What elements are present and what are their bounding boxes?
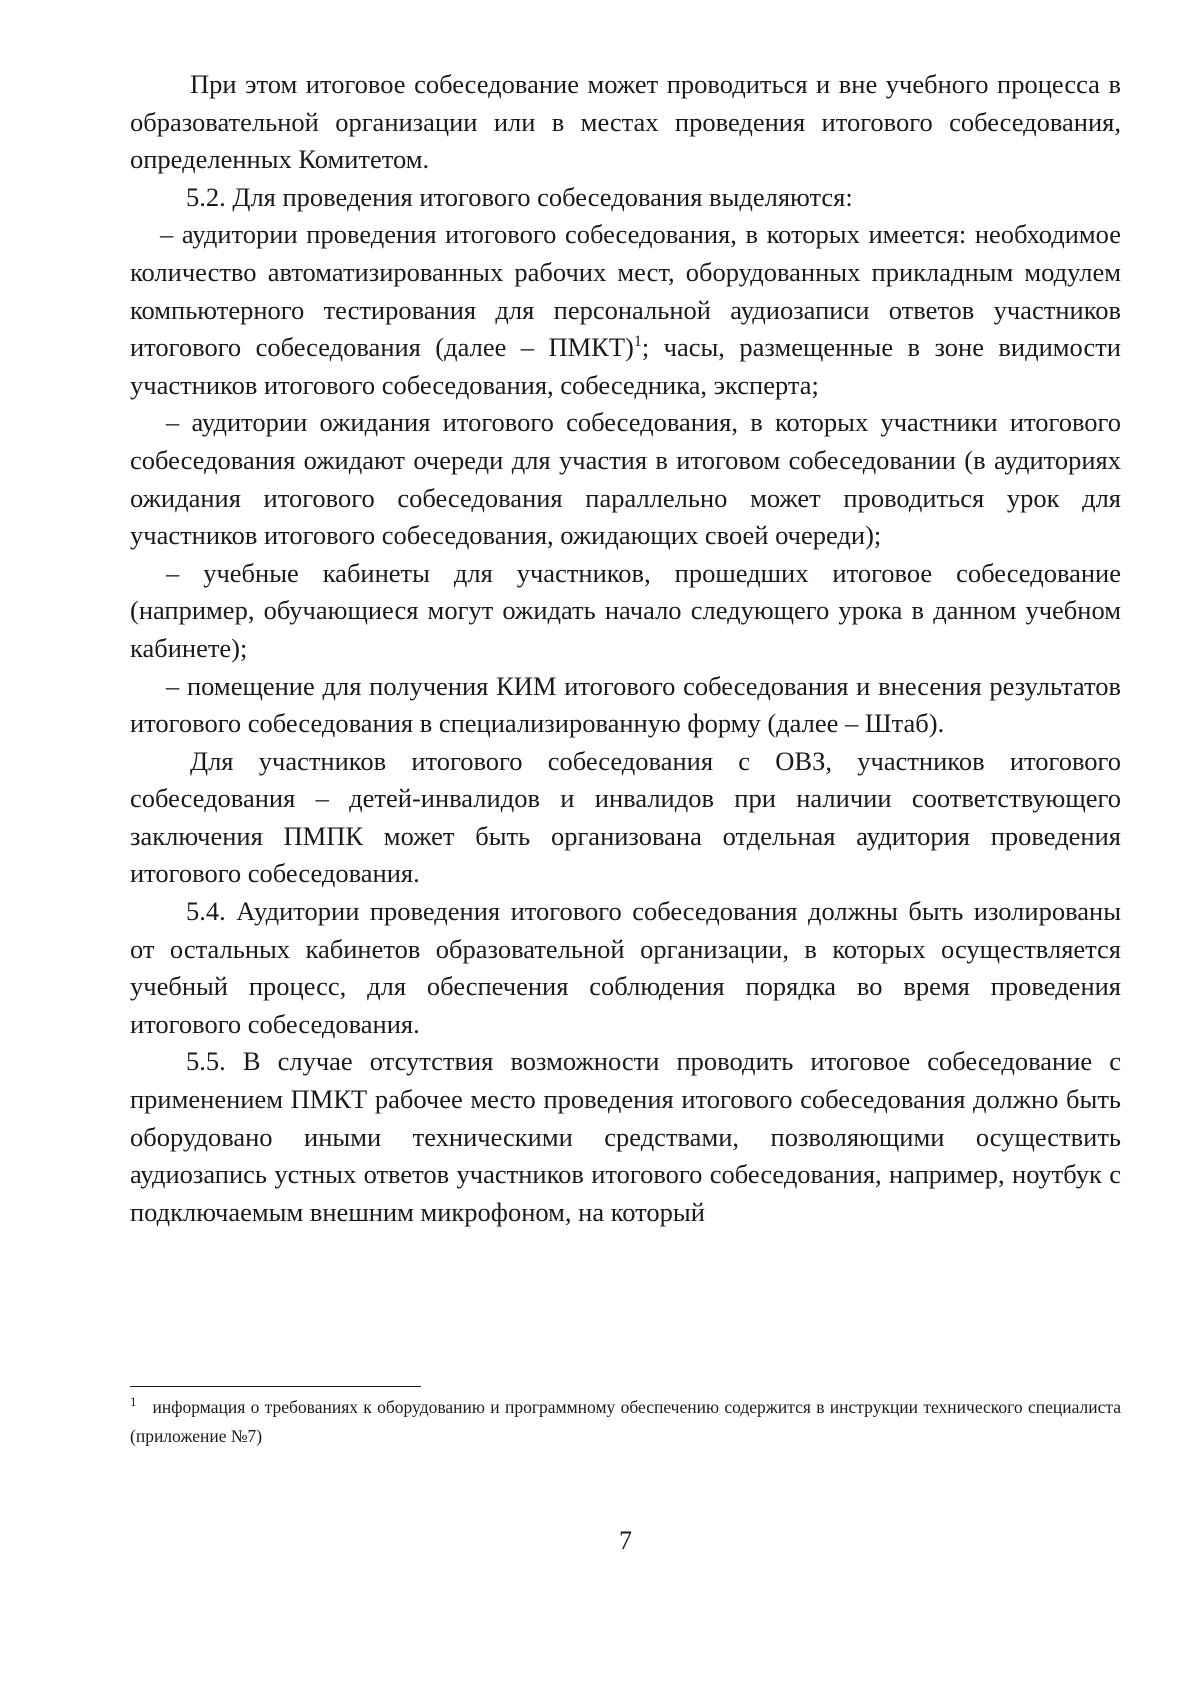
list-item-headquarters: – помещение для получения КИМ итогового собеседования и внесения результатов итогового собеседования в специализированную форму (далее – Штаб). [130, 670, 1121, 739]
list-item-text-continued: ; часы, размещенные в зоне видимости участников итогового собеседования, собеседника, эксперта; [130, 332, 1121, 400]
paragraph-section-5-5: 5.5. В случае отсутствия возможности проводить итоговое собеседование с применением ПМКТ рабочее место проведения итогового собеседования должно быть оборудовано иными техническими средствами, позволяющими осуществить аудиозапись устных ответов участников итогового собеседования, например, ноутбук с подключаемым внешним микрофоном, на который [130, 1046, 1121, 1227]
footnote-marker: 1 [130, 1394, 137, 1410]
page-number: 7 [619, 1526, 632, 1555]
document-body [130, 66, 1121, 1231]
list-item-waiting-rooms: – аудитории ожидания итогового собеседования, в которых участники итогового собеседования ожидают очереди для участия в итоговом собеседовании (в аудиториях ожидания итогового собеседования параллельно может проводиться урок для участников итогового собеседования, ожидающих своей очереди); [130, 407, 1121, 551]
paragraph-special-needs: Для участников итогового собеседования с ОВЗ, участников итогового собеседования – детей-инвалидов и инвалидов при наличии соответствующего заключения ПМПК может быть организована отдельная аудитория проведения итогового собеседования. [130, 745, 1121, 889]
paragraph-section-5-4: 5.4. Аудитории проведения итогового собеседования должны быть изолированы от остальных кабинетов образовательной организации, в которых осуществляется учебный процесс, для обеспечения соблюдения порядка во время проведения итогового собеседования. [130, 896, 1121, 1039]
paragraph-section-5-2: 5.2. Для проведения итогового собеседования выделяются: [186, 181, 853, 212]
footnote-text: информация о требованиях к оборудованию и программному обеспечению содержится в инструкции технического специалиста (приложение №7) [130, 1397, 1122, 1446]
footnote [130, 1393, 1121, 1451]
footnote-reference: 1 [633, 333, 642, 351]
paragraph-intro: При этом итоговое собеседование может проводиться и вне учебного процесса в образовательной организации или в местах проведения итогового собеседования, определенных Комитетом. [130, 69, 1121, 175]
list-item-text: – аудитории проведения итогового собеседования, в которых имеется: необходимое количество автоматизированных рабочих мест, оборудованных прикладным модулем компьютерного тестирования для персональной аудиозаписи ответов участников итогового собеседования (далее – ПМКТ) [130, 219, 1121, 363]
list-item-classrooms: – учебные кабинеты для участников, прошедших итоговое собеседование (например, обучающиеся могут ожидать начало следующего урока в данном учебном кабинете); [130, 557, 1121, 663]
list-item-testing-rooms [130, 216, 1121, 404]
footnote-separator [130, 1386, 421, 1387]
